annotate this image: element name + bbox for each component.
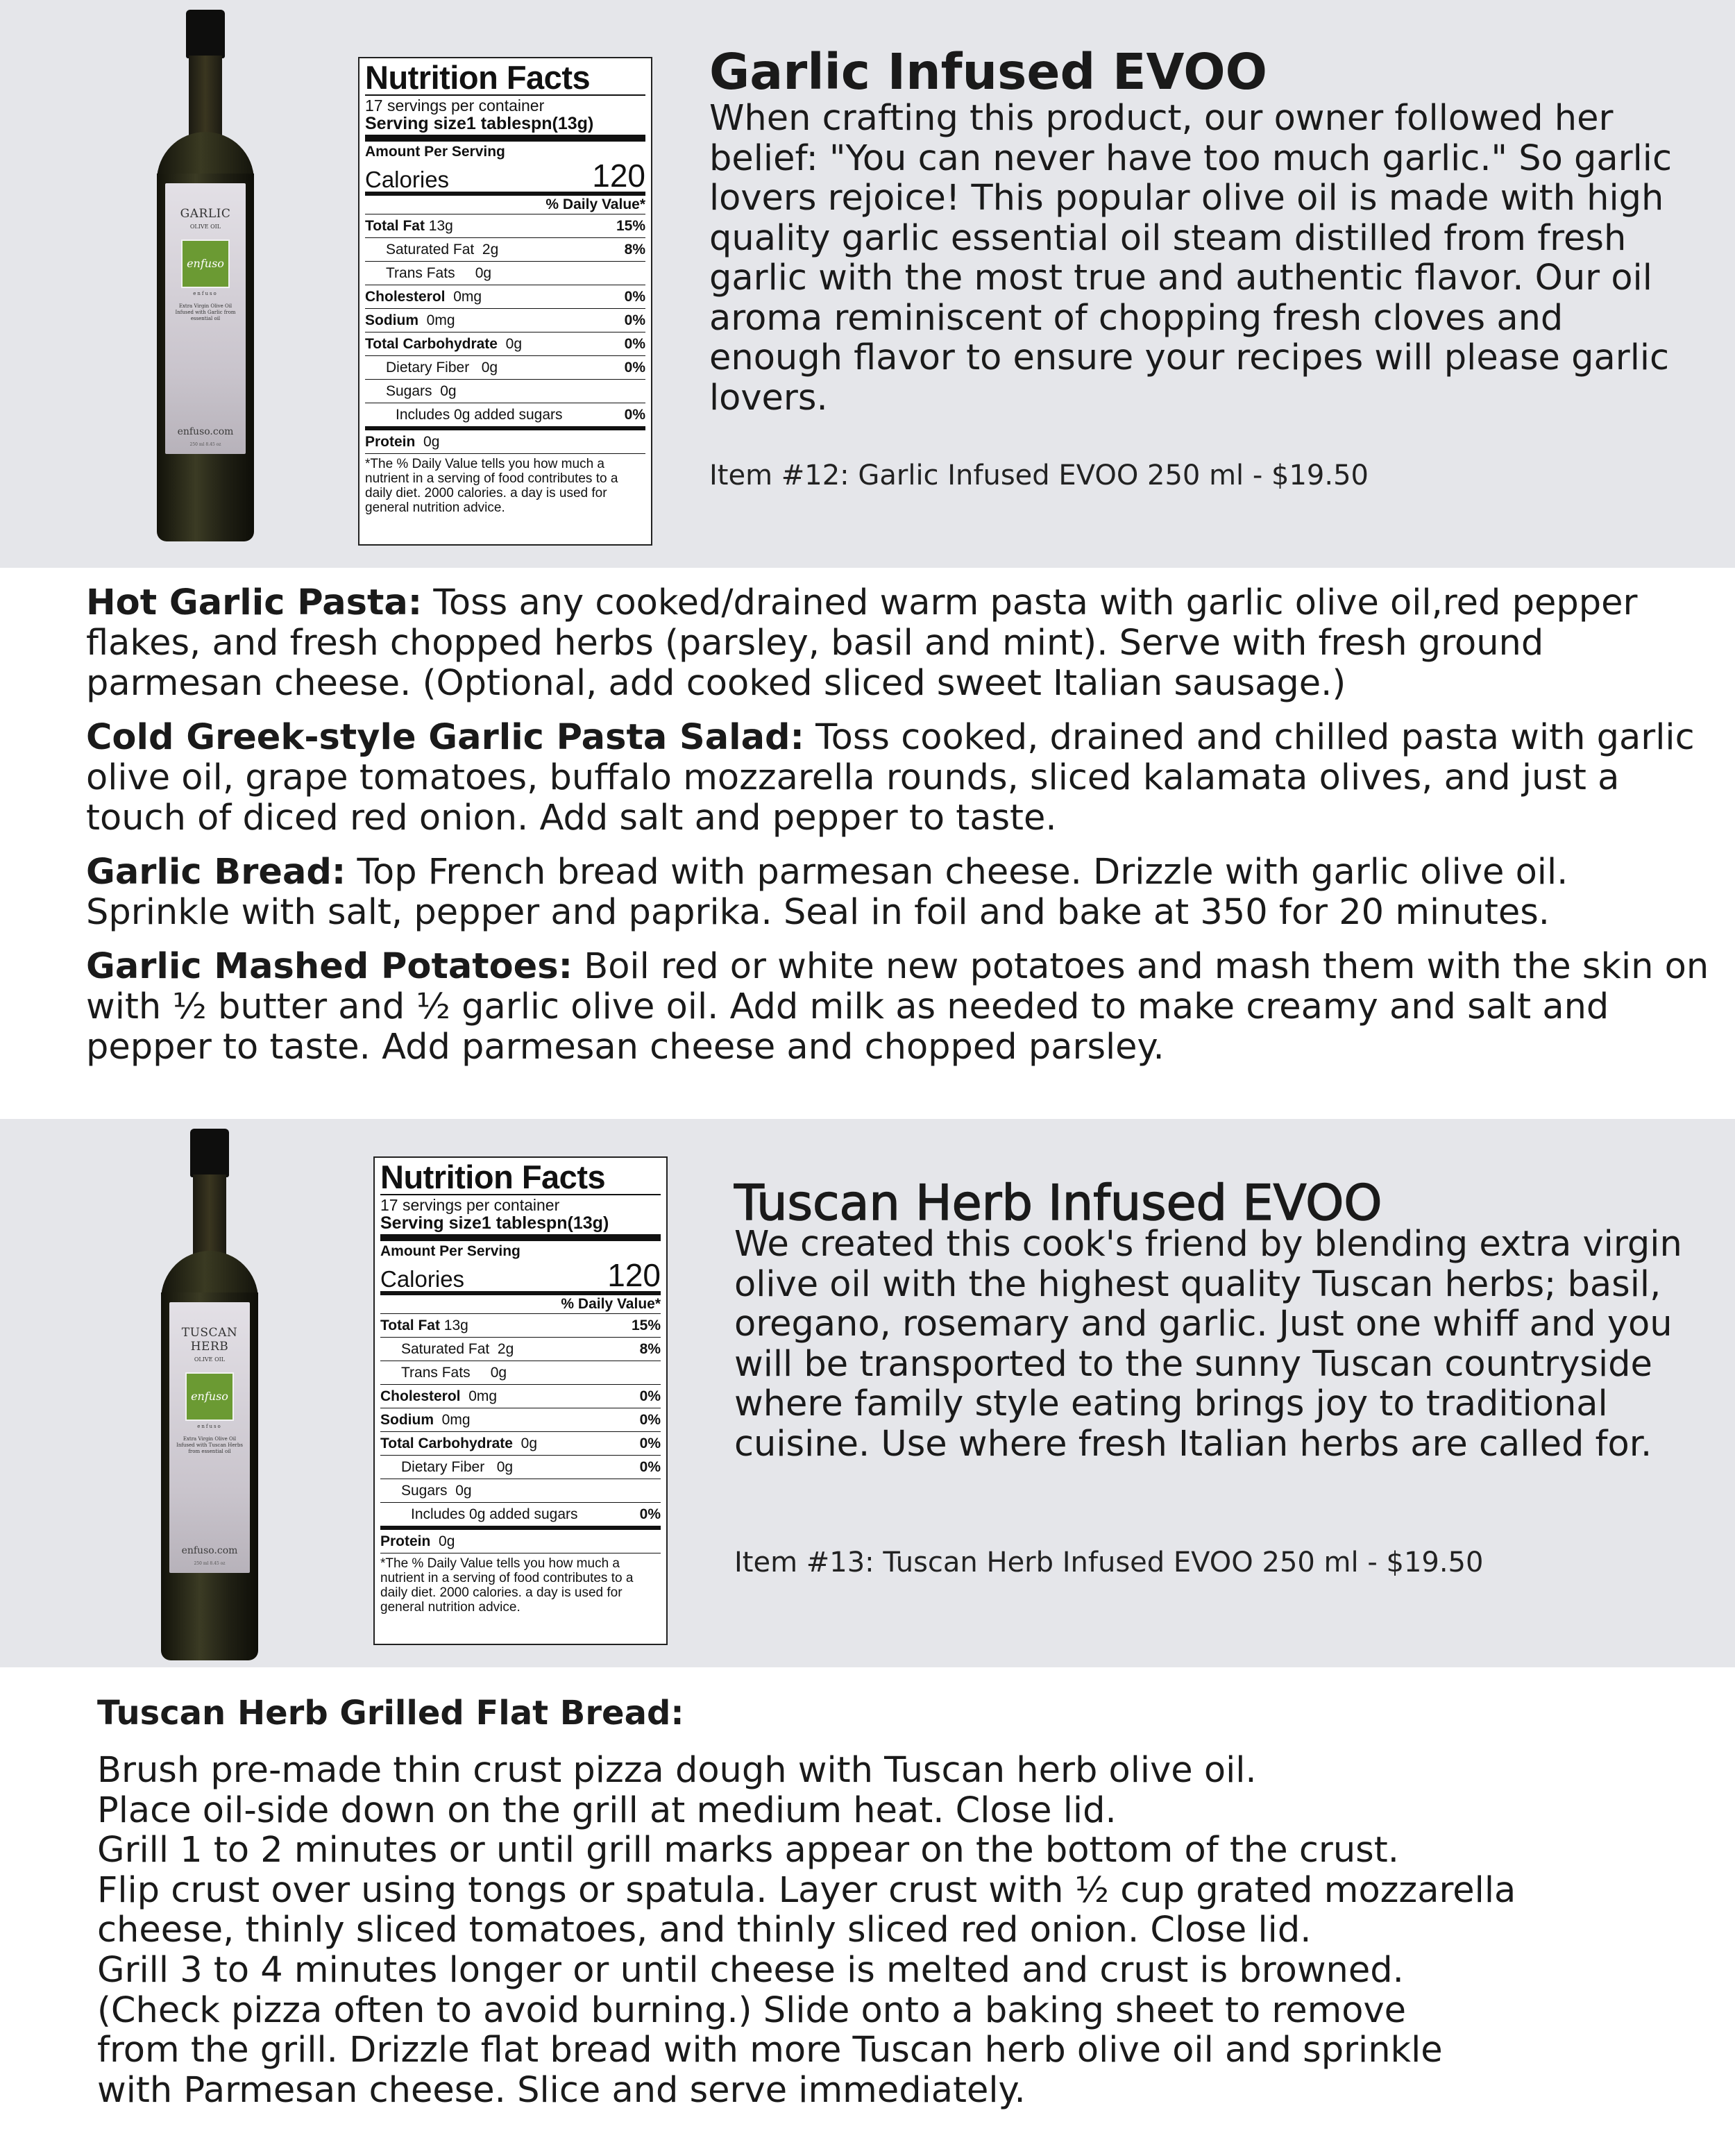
nutrient-name: Dietary Fiber 0g (401, 1459, 514, 1475)
nutrient-percent: 0% (639, 1412, 661, 1428)
bottle-label-name: GARLIC (180, 207, 231, 221)
nutrient-row (380, 1530, 661, 1553)
nutrition-title: Nutrition Facts (380, 1159, 606, 1195)
product-item-price: Item #12: Garlic Infused EVOO 250 ml - $19.50 (709, 460, 1369, 491)
nutrient-name: Protein 0g (365, 434, 440, 450)
nutrient-name: Includes 0g added sugars (396, 407, 563, 423)
nutrient-name: Total Fat 13g (380, 1317, 468, 1333)
nutrient-row (380, 1503, 661, 1530)
nutrient-percent: 8% (639, 1341, 661, 1357)
nutrient-name: Sodium 0mg (365, 312, 455, 328)
nutrient-row (365, 238, 645, 262)
nutrient-row (365, 309, 645, 332)
nutrient-name: Cholesterol 0mg (365, 289, 482, 305)
nutrient-name: Includes 0g added sugars (411, 1506, 578, 1522)
recipe-garlic-bread: Garlic Bread: Top French bread with parmesan cheese. Drizzle with garlic olive oil. Sprinkle with salt, pepper and paprika. Seal in foil and bake at 350 for 20 minutes. (86, 852, 1568, 933)
nutrient-percent: 0% (639, 1459, 661, 1475)
nutrient-name: Trans Fats 0g (401, 1365, 507, 1381)
nutrient-name: Cholesterol 0mg (380, 1388, 498, 1404)
nutrient-name: Saturated Fat 2g (386, 242, 499, 258)
nutrition-facts-label: Nutrition Facts 17 servings per container Serving size1 tablespn(13g) Amount Per Serving Calories 120 % Daily Value* Total Fat 13g 15% Saturated Fat 2g 8% Trans Fats 0g Cholesterol 0mg 0% Sodium 0mg 0% Total Carbohydrate 0g 0% Dietary Fiber 0g 0% Sugars 0g Includes 0g added sugars 0% Protein 0g *The % Daily Value tells you how much a nutrient in a serving of food contributes to a daily diet. 2000 calories. a day is used for general nutrition advice. (373, 1156, 668, 1645)
nutrient-name: Sugars 0g (401, 1483, 472, 1499)
product-title: Garlic Infused EVOO (709, 43, 1267, 101)
nutrient-percent: 8% (624, 242, 645, 258)
nutrient-name: Dietary Fiber 0g (386, 360, 498, 376)
nutrition-footnote: *The % Daily Value tells you how much a nutrient in a serving of food contributes to a daily diet. 2000 calories. a day is used for general nutrition advice. (365, 457, 618, 515)
nutrient-percent: 15% (631, 1317, 661, 1333)
nutrient-rows (380, 1314, 661, 1553)
nutrient-name: Saturated Fat 2g (401, 1341, 514, 1357)
enfuso-logo: enfuso (181, 239, 230, 288)
nutrient-name: Sugars 0g (386, 383, 457, 399)
nutrient-name: Sodium 0mg (380, 1412, 471, 1428)
nutrient-percent: 0% (624, 312, 645, 328)
nutrient-name: Total Fat 13g (365, 218, 453, 234)
nutrient-row (365, 262, 645, 285)
nutrient-percent: 0% (639, 1435, 661, 1451)
nutrient-row (365, 285, 645, 309)
nutrient-row (380, 1432, 661, 1456)
nutrient-name: Trans Fats 0g (386, 265, 492, 281)
nutrient-row (380, 1338, 661, 1361)
nutrient-rows (365, 214, 645, 454)
nutrition-title: Nutrition Facts (365, 59, 591, 96)
nutrient-percent: 0% (639, 1506, 661, 1522)
recipe-title: Tuscan Herb Grilled Flat Bread: (97, 1694, 684, 1733)
nutrient-name: Total Carbohydrate 0g (365, 336, 522, 352)
nutrition-footnote: *The % Daily Value tells you how much a nutrient in a serving of food contributes to a daily diet. 2000 calories. a day is used for general nutrition advice. (380, 1556, 634, 1615)
product-description: When crafting this product, our owner followed her belief: "You can never have too much garlic." So garlic lovers rejoice! This popular olive oil is made with high quality garlic essential oil steam distilled from fresh garlic with the most true and authentic flavor. Our oil aroma reminiscent of chopping fresh cloves and enough flavor to ensure your recipes will please garlic lovers. (709, 98, 1672, 419)
product-description: We created this cook's friend by blending extra virgin olive oil with the highest quality Tuscan herbs; basil, oregano, rosemary and garlic. Just one whiff and you will be transported to the sunny Tuscan countryside where family style eating brings joy to traditional cuisine. Use where fresh Italian herbs are called for. (734, 1224, 1682, 1465)
nutrient-row (365, 214, 645, 238)
product-item-price: Item #13: Tuscan Herb Infused EVOO 250 ml - $19.50 (734, 1547, 1484, 1578)
nutrient-percent: 0% (624, 289, 645, 305)
nutrient-row (365, 356, 645, 380)
nutrition-facts-label: Nutrition Facts 17 servings per container Serving size1 tablespn(13g) Amount Per Serving Calories 120 % Daily Value* Total Fat 13g 15% Saturated Fat 2g 8% Trans Fats 0g Cholesterol 0mg 0% Sodium 0mg 0% Total Carbohydrate 0g 0% Dietary Fiber 0g 0% Sugars 0g Includes 0g added sugars 0% Protein 0g *The % Daily Value tells you how much a nutrient in a serving of food contributes to a daily diet. 2000 calories. a day is used for general nutrition advice. (358, 57, 652, 546)
enfuso-logo: enfuso (185, 1372, 234, 1421)
nutrient-name: Total Carbohydrate 0g (380, 1435, 537, 1451)
nutrient-row (365, 430, 645, 454)
nutrient-row (380, 1479, 661, 1503)
recipe-tuscan-flat-bread: Brush pre-made thin crust pizza dough with Tuscan herb olive oil. Place oil-side down on the grill at medium heat. Close lid. Grill 1 to 2 minutes or until grill marks appear on the bottom of the crust. Flip crust over using tongs or spatula. Layer crust with ½ cup grated mozzarella cheese, thinly sliced tomatoes, and thinly sliced red onion. Close lid. Grill 3 to 4 minutes longer or until cheese is melted and crust is browned. (Check pizza often to avoid burning.) Slide onto a baking sheet to remove from the grill. Drizzle flat bread with more Tuscan herb olive oil and sprinkle with Parmesan cheese. Slice and serve immediately. (97, 1750, 1516, 2111)
recipe-hot-garlic-pasta: Hot Garlic Pasta: Toss any cooked/drained warm pasta with garlic olive oil,red pepper flakes, and fresh chopped herbs (parsley, basil and mint). Serve with fresh ground parmesan cheese. (Optional, add cooked sliced sweet Italian sausage.) (86, 582, 1638, 704)
recipe-greek-pasta-salad: Cold Greek-style Garlic Pasta Salad: Toss cooked, drained and chilled pasta with garlic olive oil, grape tomatoes, buffalo mozzarella rounds, sliced kalamata olives, and just a touch of diced red onion. Add salt and pepper to taste. (86, 717, 1695, 839)
nutrient-row (380, 1361, 661, 1385)
nutrient-percent: 0% (624, 360, 645, 376)
nutrient-percent: 15% (616, 218, 645, 234)
nutrient-row (380, 1408, 661, 1432)
nutrient-row (380, 1385, 661, 1408)
nutrient-row (380, 1456, 661, 1479)
nutrient-row (365, 380, 645, 403)
nutrient-row (365, 403, 645, 430)
nutrient-percent: 0% (624, 407, 645, 423)
nutrient-row (380, 1314, 661, 1338)
calories-row: Calories 120 (365, 160, 645, 196)
product-title: Tuscan Herb Infused EVOO (734, 1174, 1382, 1231)
nutrient-row (365, 332, 645, 356)
nutrient-percent: 0% (639, 1388, 661, 1404)
garlic-recipes (86, 583, 1710, 1081)
bottle-label-name: TUSCAN HERB (181, 1326, 238, 1354)
nutrient-percent: 0% (624, 336, 645, 352)
nutrient-name: Protein 0g (380, 1533, 455, 1549)
recipe-garlic-mashed-potatoes: Garlic Mashed Potatoes: Boil red or white new potatoes and mash them with the skin on with ½ butter and ½ garlic olive oil. Add milk as needed to make creamy and salt and pepper to taste. Add parmesan cheese and chopped parsley. (86, 946, 1709, 1068)
calories-row: Calories 120 (380, 1259, 661, 1295)
